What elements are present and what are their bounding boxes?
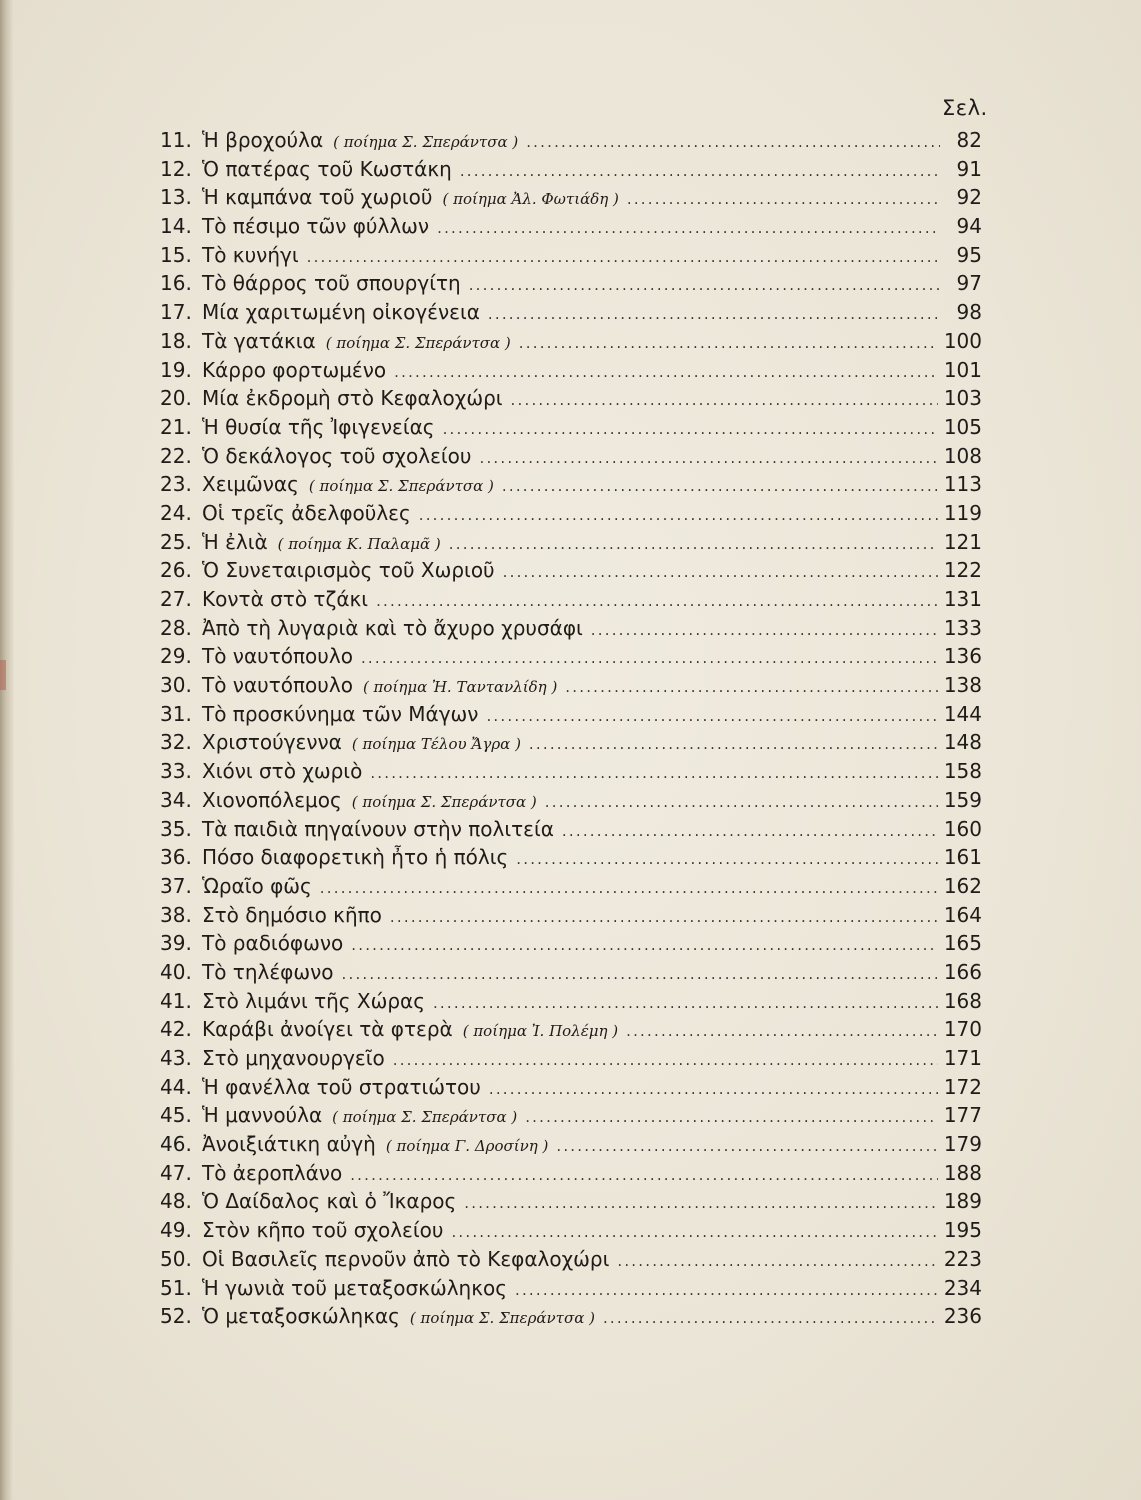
toc-entry [160, 327, 982, 356]
toc-entry [160, 356, 982, 385]
toc-entry-number: 15. [160, 242, 192, 267]
dot-leader [351, 931, 938, 959]
toc-entry-number: 23. [160, 472, 192, 497]
dot-leader [376, 587, 938, 615]
toc-entry-page-number: 189 [943, 1189, 982, 1214]
toc-entry-number: 51. [160, 1275, 192, 1300]
dot-leader [443, 415, 938, 443]
toc-entry-page-number: 165 [943, 931, 982, 956]
toc-entry [160, 384, 982, 413]
dot-leader [488, 300, 940, 328]
toc-entry-poem-note: ( ποίημα Τέλου Ἄγρα ) [351, 735, 521, 754]
dot-leader [529, 730, 938, 758]
toc-entry-page-number: 91 [956, 156, 982, 181]
table-of-contents [160, 126, 982, 1331]
toc-entry-page-number: 133 [943, 615, 982, 640]
toc-entry-number: 38. [160, 902, 192, 927]
dot-leader [320, 874, 938, 902]
toc-entry [160, 815, 982, 844]
toc-entry [160, 700, 982, 729]
toc-entry [160, 728, 982, 757]
toc-entry-number: 31. [160, 701, 192, 726]
toc-entry [160, 1302, 982, 1331]
toc-entry-title: Ὡραῖο φῶς [202, 873, 312, 898]
toc-entry-number: 43. [160, 1046, 192, 1070]
toc-entry-title: Καράβι ἀνοίγει τὰ φτερὰ [202, 1017, 453, 1042]
toc-entry-page-number: 160 [943, 816, 982, 841]
dot-leader [545, 788, 938, 816]
dot-leader [511, 386, 938, 414]
toc-entry-title: Ἡ γωνιὰ τοῦ μεταξοσκώληκος [202, 1275, 507, 1300]
dot-leader [486, 702, 937, 730]
toc-entry-title: Ἡ βροχούλα [202, 128, 324, 152]
toc-entry [160, 1245, 982, 1274]
toc-entry-number: 12. [160, 156, 192, 181]
toc-entry-title: Στὸ δημόσιο κῆπο [202, 902, 382, 927]
toc-entry [160, 1044, 982, 1073]
toc-entry-number: 13. [160, 185, 192, 210]
toc-entry-number: 35. [160, 816, 192, 841]
dot-leader [307, 243, 940, 271]
toc-entry-poem-note: ( ποίημα Σ. Σπεράντσα ) [308, 477, 494, 496]
toc-entry-page-number: 105 [943, 414, 982, 439]
toc-entry-page-number: 131 [943, 587, 982, 611]
toc-entry-page-number: 94 [956, 214, 982, 239]
toc-entry-page-number: 172 [943, 1074, 982, 1099]
toc-entry-title: Τὸ ἀεροπλάνο [202, 1160, 343, 1185]
toc-entry [160, 442, 982, 471]
dot-leader [489, 1075, 938, 1103]
toc-entry-page-number: 171 [943, 1046, 982, 1070]
dot-leader [394, 358, 938, 386]
toc-entry-number: 30. [160, 673, 192, 698]
toc-entry-poem-note: ( ποίημα Σ. Σπεράντσα ) [351, 792, 537, 811]
dot-leader [451, 1218, 937, 1246]
toc-entry-title: Ἀνοιξιάτικη αὐγὴ [202, 1132, 376, 1157]
dot-leader [562, 817, 938, 845]
dot-leader [361, 644, 938, 672]
dot-leader [627, 185, 940, 213]
toc-entry [160, 269, 982, 298]
toc-entry-number: 44. [160, 1074, 192, 1099]
dot-leader [626, 1017, 938, 1045]
toc-entry-number: 17. [160, 300, 192, 325]
toc-entry-page-number: 158 [943, 759, 982, 784]
toc-entry-title: Τὸ πέσιμο τῶν φύλλων [202, 214, 430, 239]
toc-entry-title: Οἱ τρεῖς ἀδελφοῦλες [202, 500, 411, 525]
dot-leader [469, 271, 940, 299]
toc-entry-page-number: 121 [943, 529, 982, 554]
dot-leader [370, 759, 938, 787]
toc-entry [160, 470, 982, 499]
toc-entry-poem-note: ( ποίημα Σ. Σπεράντσα ) [332, 1108, 518, 1127]
toc-entry-page-number: 119 [943, 500, 982, 525]
toc-entry-page-number: 108 [943, 443, 982, 468]
toc-entry-page-number: 161 [943, 845, 982, 870]
toc-entry-page-number: 100 [943, 328, 982, 353]
dot-leader [519, 329, 938, 357]
toc-entry-number: 52. [160, 1304, 192, 1329]
toc-entry-number: 37. [160, 873, 192, 898]
toc-entry [160, 958, 982, 987]
toc-entry-title: Ὁ Συνεταιρισμὸς τοῦ Χωριοῦ [202, 558, 495, 583]
toc-entry-number: 32. [160, 730, 192, 755]
toc-entry-number: 34. [160, 787, 192, 812]
toc-entry-title: Χριστούγεννα [202, 730, 342, 755]
toc-entry-number: 41. [160, 988, 192, 1013]
toc-entry [160, 901, 982, 930]
toc-entry-title: Στὸ λιμάνι τῆς Χώρας [202, 988, 425, 1013]
toc-entry-poem-note: ( ποίημα Κ. Παλαμᾶ ) [277, 534, 441, 553]
toc-entry-number: 21. [160, 414, 192, 439]
toc-entry-number: 27. [160, 587, 192, 611]
dot-leader [449, 530, 938, 558]
dot-leader [479, 444, 937, 472]
toc-entry [160, 1015, 982, 1044]
toc-entry [160, 212, 982, 241]
toc-entry-page-number: 144 [943, 701, 982, 726]
dot-leader [502, 472, 938, 500]
dot-leader [591, 616, 938, 644]
toc-entry-page-number: 166 [943, 959, 982, 984]
toc-entry-title: Τὸ θάρρος τοῦ σπουργίτη [202, 271, 461, 296]
dot-leader [393, 1046, 938, 1074]
toc-entry-page-number: 92 [956, 185, 982, 210]
toc-entry [160, 872, 982, 901]
toc-entry-number: 19. [160, 357, 192, 382]
toc-entry-title: Κάρρο φορτωμένο [202, 357, 387, 382]
toc-entry-number: 49. [160, 1218, 192, 1243]
toc-entry-title: Τὰ παιδιὰ πηγαίνουν στὴν πολιτεία [202, 816, 554, 841]
toc-entry-number: 40. [160, 959, 192, 984]
toc-entry [160, 987, 982, 1016]
toc-entry-poem-note: ( ποίημα Ἀλ. Φωτιάδη ) [442, 190, 619, 209]
toc-entry-page-number: 168 [943, 988, 982, 1013]
toc-entry [160, 614, 982, 643]
toc-entry-title: Μία χαριτωμένη οἰκογένεια [202, 300, 480, 325]
toc-entry-title: Χειμῶνας [202, 472, 299, 497]
dot-leader [556, 1132, 937, 1160]
toc-entry-number: 14. [160, 214, 192, 239]
toc-entry-page-number: 177 [943, 1103, 982, 1128]
toc-entry-number: 18. [160, 328, 192, 353]
toc-entry-page-number: 98 [956, 300, 982, 325]
toc-entry [160, 413, 982, 442]
toc-entry-number: 28. [160, 615, 192, 640]
toc-entry-title: Ὁ Δαίδαλος καὶ ὁ Ἴκαρος [202, 1189, 457, 1214]
toc-entry-title: Τὸ κυνήγι [202, 242, 299, 267]
dot-leader [525, 1103, 938, 1131]
toc-entry-title: Ἡ φανέλλα τοῦ στρατιώτου [202, 1074, 481, 1099]
spine-stain [0, 660, 6, 690]
dot-leader [390, 903, 938, 931]
toc-entry [160, 298, 982, 327]
toc-entry [160, 528, 982, 557]
dot-leader [565, 673, 938, 701]
dot-leader [603, 1304, 938, 1332]
book-spine-shadow [0, 0, 14, 1500]
toc-entry [160, 499, 982, 528]
toc-entry [160, 929, 982, 958]
toc-entry-page-number: 236 [943, 1304, 982, 1329]
toc-entry-page-number: 97 [956, 271, 982, 296]
toc-entry-page-number: 223 [943, 1246, 982, 1271]
toc-entry [160, 126, 982, 155]
toc-entry-title: Χιόνι στὸ χωριὸ [202, 759, 363, 784]
toc-entry-title: Τὸ προσκύνημα τῶν Μάγων [202, 701, 479, 726]
toc-entry-number: 42. [160, 1017, 192, 1042]
toc-entry [160, 1216, 982, 1245]
toc-entry-page-number: 103 [943, 386, 982, 411]
toc-entry-title: Ἀπὸ τὴ λυγαριὰ καὶ τὸ ἄχυρο χρυσάφι [202, 615, 583, 640]
toc-entry [160, 757, 982, 786]
toc-entry [160, 671, 982, 700]
dot-leader [350, 1161, 938, 1189]
toc-entry [160, 1187, 982, 1216]
dot-leader [464, 1189, 938, 1217]
toc-entry-page-number: 95 [956, 242, 982, 267]
toc-entry-page-number: 234 [943, 1275, 982, 1300]
toc-entry-title: Στὸν κῆπο τοῦ σχολείου [202, 1218, 444, 1243]
toc-entry-page-number: 113 [943, 472, 982, 497]
toc-entry [160, 786, 982, 815]
toc-entry-title: Ὁ μεταξοσκώληκας [202, 1304, 400, 1329]
toc-entry-title: Οἱ Βασιλεῖς περνοῦν ἀπὸ τὸ Κεφαλοχώρι [202, 1246, 610, 1271]
toc-entry-page-number: 170 [943, 1017, 982, 1042]
toc-entry [160, 183, 982, 212]
dot-leader [460, 157, 940, 185]
toc-entry-number: 24. [160, 500, 192, 525]
toc-entry-number: 50. [160, 1246, 192, 1271]
dot-leader [503, 558, 938, 586]
toc-entry [160, 843, 982, 872]
toc-entry-page-number: 159 [943, 787, 982, 812]
toc-entry-number: 29. [160, 644, 192, 669]
toc-entry-page-number: 136 [943, 644, 982, 669]
toc-entry-number: 25. [160, 529, 192, 554]
toc-entry-title: Τὸ ναυτόπουλο [202, 644, 353, 669]
toc-entry-number: 16. [160, 271, 192, 296]
toc-entry-number: 46. [160, 1132, 192, 1157]
toc-entry-page-number: 179 [943, 1132, 982, 1157]
toc-entry-page-number: 122 [943, 558, 982, 583]
toc-entry-title: Κοντὰ στὸ τζάκι [202, 587, 369, 611]
toc-entry [160, 642, 982, 671]
dot-leader [433, 989, 938, 1017]
toc-entry-number: 47. [160, 1160, 192, 1185]
toc-entry-poem-note: ( ποίημα Σ. Σπεράντσα ) [409, 1309, 595, 1328]
toc-entry-number: 48. [160, 1189, 192, 1214]
toc-entry-number: 36. [160, 845, 192, 870]
toc-entry-poem-note: ( ποίημα Σ. Σπεράντσα ) [333, 133, 519, 151]
toc-entry-title: Ἡ καμπάνα τοῦ χωριοῦ [202, 185, 433, 210]
toc-entry-title: Ἡ μαννούλα [202, 1103, 323, 1128]
toc-entry-page-number: 188 [943, 1160, 982, 1185]
page-column-header: Σελ. [942, 96, 988, 120]
dot-leader [617, 1247, 937, 1275]
toc-entry-title: Μία ἐκδρομὴ στὸ Κεφαλοχώρι [202, 386, 503, 411]
toc-entry-number: 11. [160, 128, 192, 152]
dot-leader [516, 845, 938, 873]
toc-entry [160, 556, 982, 585]
toc-entry-number: 45. [160, 1103, 192, 1128]
dot-leader [526, 128, 940, 156]
toc-entry-poem-note: ( ποίημα Σ. Σπεράντσα ) [325, 333, 511, 352]
toc-entry-title: Ἡ ἐλιὰ [202, 529, 268, 554]
toc-entry-title: Ὁ πατέρας τοῦ Κωστάκη [202, 156, 452, 181]
toc-entry [160, 1101, 982, 1130]
toc-entry [160, 1274, 982, 1303]
toc-entry-number: 39. [160, 931, 192, 956]
toc-entry [160, 241, 982, 270]
toc-entry-title: Στὸ μηχανουργεῖο [202, 1046, 385, 1070]
toc-entry-title: Τὰ γατάκια [202, 328, 316, 353]
dot-leader [437, 214, 940, 242]
toc-entry-page-number: 162 [943, 873, 982, 898]
toc-entry-poem-note: ( ποίημα Ἠ. Ταντανλίδη ) [362, 678, 558, 697]
toc-entry-number: 22. [160, 443, 192, 468]
toc-entry-title: Πόσο διαφορετικὴ ἦτο ἡ πόλις [202, 845, 509, 870]
toc-entry-number: 26. [160, 558, 192, 583]
toc-entry-page-number: 138 [943, 673, 982, 698]
toc-entry-title: Τὸ ραδιόφωνο [202, 931, 344, 956]
toc-entry-title: Τὸ ναυτόπουλο [202, 673, 353, 698]
toc-entry [160, 1159, 982, 1188]
toc-entry-title: Χιονοπόλεμος [202, 787, 342, 812]
toc-entry-title: Ἡ θυσία τῆς Ἰφιγενείας [202, 414, 435, 439]
toc-entry [160, 1130, 982, 1159]
toc-entry [160, 1073, 982, 1102]
toc-entry-number: 33. [160, 759, 192, 784]
toc-entry-page-number: 148 [943, 730, 982, 755]
dot-leader [342, 960, 938, 988]
toc-entry-poem-note: ( ποίημα Ἰ. Πολέμη ) [462, 1022, 619, 1041]
toc-entry-page-number: 101 [943, 357, 982, 382]
toc-entry-number: 20. [160, 386, 192, 411]
dot-leader [419, 501, 938, 529]
toc-entry-title: Τὸ τηλέφωνο [202, 959, 334, 984]
toc-entry-poem-note: ( ποίημα Γ. Δροσίνη ) [385, 1137, 549, 1156]
toc-entry-page-number: 195 [943, 1218, 982, 1243]
toc-entry-title: Ὁ δεκάλογος τοῦ σχολείου [202, 443, 472, 468]
toc-entry [160, 585, 982, 614]
toc-entry-page-number: 82 [956, 128, 982, 152]
toc-entry [160, 155, 982, 184]
toc-entry-page-number: 164 [943, 902, 982, 927]
dot-leader [515, 1276, 938, 1304]
